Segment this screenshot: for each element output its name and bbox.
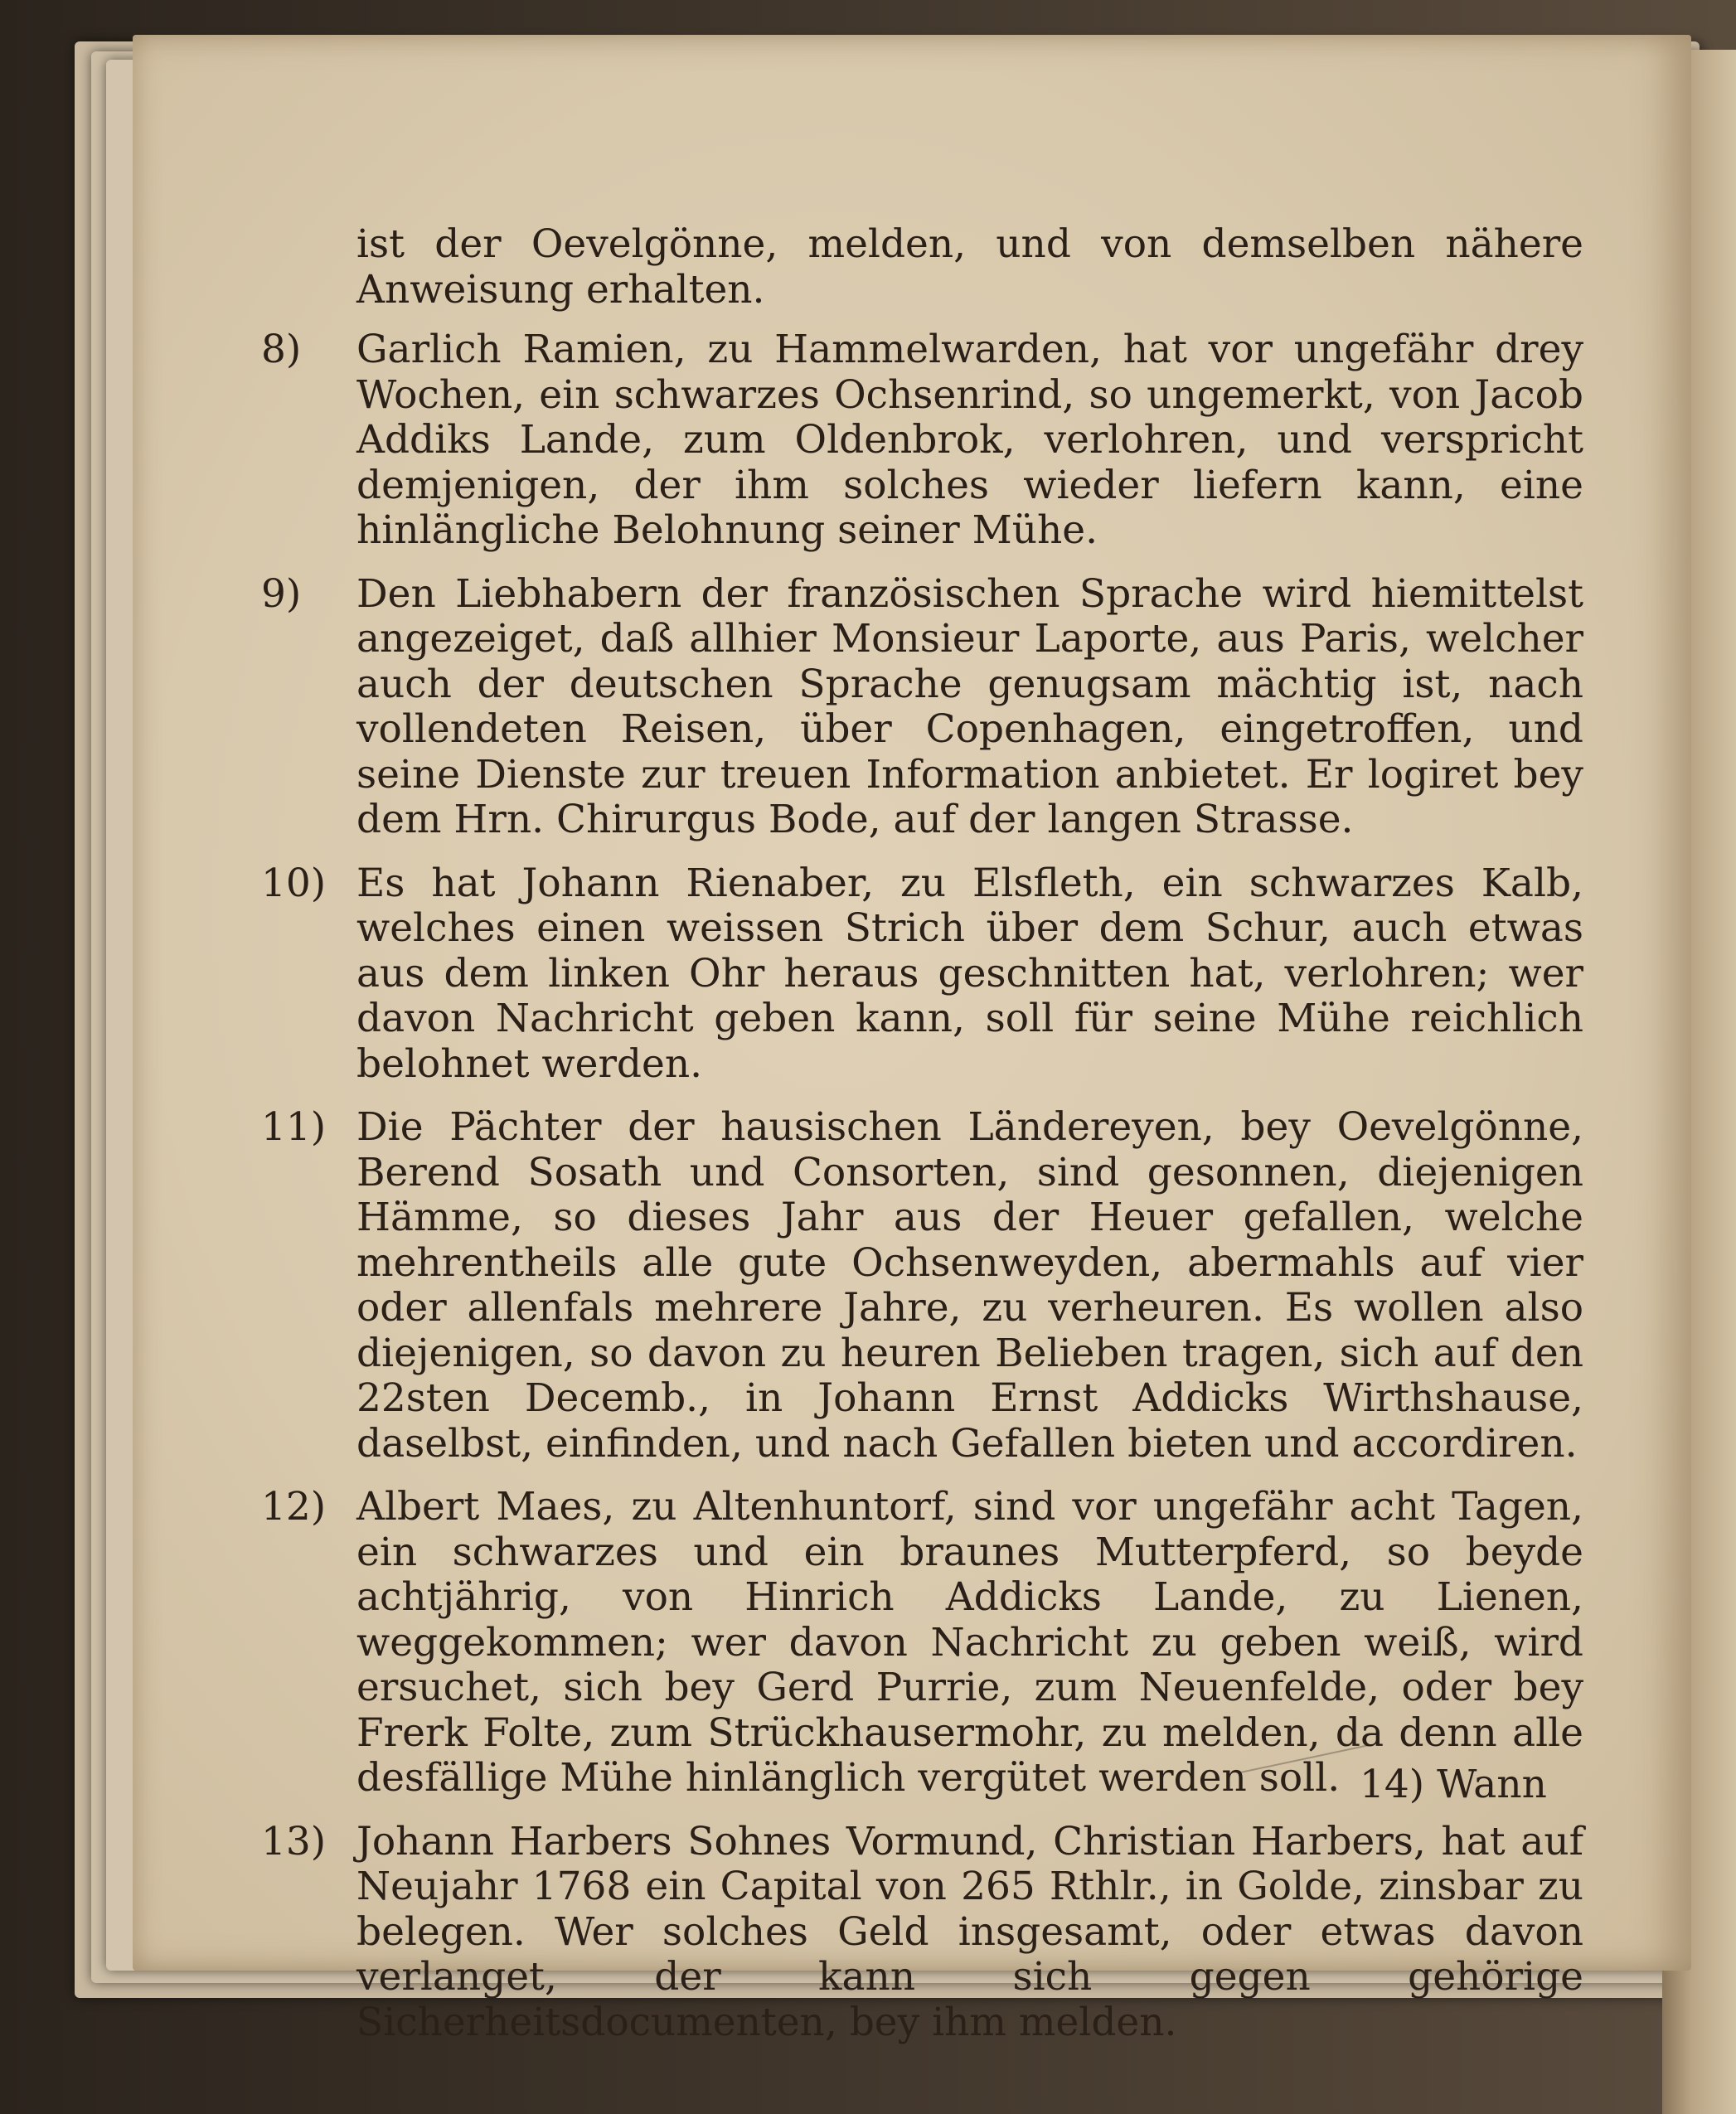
entry-text: Den Liebhabern der französischen Sprache wird hiemittelst angezeiget, daß allhier Monsieur Laporte, aus Paris, welcher auch der deutschen Sprache genugsam mächtig ist, nach vollendeten Reisen, über Copenhagen, eingetroffen, und seine Dienste zur treuen Information anbietet. Er logiret bey dem Hrn. Chirurgus Bode, auf der langen Strasse. <box>356 570 1583 842</box>
entry-number: 11) <box>261 1104 327 1150</box>
entry-8 <box>261 327 1583 554</box>
entry-number: 8) <box>261 327 302 372</box>
entry-text: Johann Harbers Sohnes Vormund, Christian Harbers, hat auf Neujahr 1768 ein Capital von 265 Rthlr., in Golde, zinsbar zu belegen. Wer solches Geld insgesamt, oder etwas davon verlanget, der kann sich gegen gehörige Sicherheitsdocumenten, bey ihm melden. <box>356 1818 1583 2045</box>
catchword: 14) Wann <box>1360 1762 1547 1807</box>
entry-number: 12) <box>261 1484 327 1530</box>
entry-11 <box>261 1104 1583 1467</box>
entry-13 <box>261 1818 1583 2046</box>
entry-number: 10) <box>261 860 327 906</box>
entry-text: Albert Maes, zu Altenhuntorf, sind vor ungefähr acht Tagen, ein schwarzes und ein braunes Mutterpferd, so beyde achtjährig, von Hinrich Addicks Lande, zu Lienen, weggekommen; wer davon Nachricht zu geben weiß, wird ersuchet, sich bey Gerd Purrie, zum Neuenfelde, oder bey Frerk Folte, zum Strückhausermohr, zu melden, da denn alle desfällige Mühe hinlänglich vergütet werden soll. <box>356 1484 1583 1801</box>
entry-12 <box>261 1484 1583 1801</box>
entry-text: Es hat Johann Rienaber, zu Elsfleth, ein schwarzes Kalb, welches einen weissen Strich über dem Schur, auch etwas aus dem linken Ohr heraus geschnitten hat, verlohren; wer davon Nachricht geben kann, soll für seine Mühe reichlich belohnet werden. <box>356 860 1583 1087</box>
entry-10 <box>261 860 1583 1088</box>
entry-number: 9) <box>261 570 302 617</box>
entry-text: Die Pächter der hausischen Ländereyen, bey Oevelgönne, Berend Sosath und Consorten, sind gesonnen, diejenigen Hämme, so dieses Jahr aus der Heuer gefallen, welche mehrentheils alle gute Ochsenweyden, abermahls auf vier oder allenfals mehrere Jahre, zu verheuren. Es wollen also diejenigen, so davon zu heuren Belieben tragen, sich auf den 22sten Decemb., in Johann Ernst Addicks Wirthshause, daselbst, einfinden, und nach Gefallen bieten und accordiren. <box>356 1104 1583 1467</box>
entry-9 <box>261 570 1583 843</box>
entry-text: Garlich Ramien, zu Hammelwarden, hat vor ungefähr drey Wochen, ein schwarzes Ochsenrind, so ungemerkt, von Jacob Addiks Lande, zum Oldenbrok, verlohren, und verspricht demjenigen, der ihm solches wieder liefern kann, eine hinlängliche Belohnung seiner Mühe. <box>356 327 1583 553</box>
entry-number: 13) <box>261 1818 327 1864</box>
intro-paragraph: ist der Oevelgönne, melden, und von demselben nähere Anweisung erhalten. <box>356 221 1583 313</box>
